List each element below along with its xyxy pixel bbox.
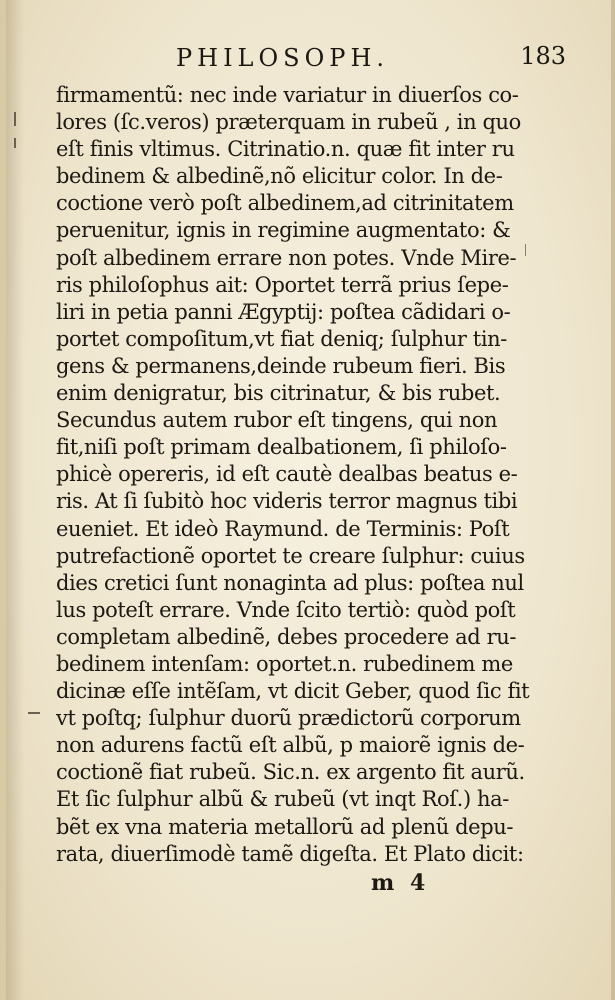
text-line: completam albedinẽ, debes procedere ad ru- (56, 624, 517, 649)
text-line: coctionẽ fiat rubeũ. Sic.n. ex argento fit aurũ. (56, 760, 525, 785)
text-line: eueniet. Et ideò Raymund. de Terminis: Poſt (56, 516, 510, 541)
text-line: ris. At ſi ſubitò hoc videris terror magnus tibi (56, 489, 518, 514)
margin-mark (14, 138, 16, 148)
body-text (56, 82, 576, 868)
text-line: firmamentũ: nec inde variatur in diuerſos co- (56, 83, 519, 107)
text-line: peruenitur, ignis in regimine augmentato: & (56, 218, 511, 243)
text-line: rata, diuerſimodè tamẽ digeſta. Et Plato dicit: (56, 841, 524, 866)
page-header (66, 44, 566, 78)
text-line: coctione verò poſt albedinem,ad citrinitatem (56, 191, 514, 216)
margin-mark (28, 712, 40, 714)
running-title: PHILOSOPH. (176, 44, 389, 72)
text-line: non adurens factũ eſt albũ, p maiorẽ ignis de- (56, 733, 525, 758)
text-line: portet compoſitum,vt fiat deniq; ſulphur tin- (56, 326, 507, 351)
text-line: Secundus autem rubor eſt tingens, qui non (56, 408, 498, 433)
page-number: 183 (520, 42, 566, 70)
text-line: bedinem & albedinẽ,nõ elicitur color. In de- (56, 164, 503, 189)
text-line: eſt finis vltimus. Citrinatio.n. quæ fit inter ru (56, 137, 515, 162)
text-line: ris philoſophus ait: Oportet terrã prius ſepe- (56, 272, 509, 297)
text-line: lus poteſt errare. Vnde ſcito tertiò: quòd poſt (56, 597, 516, 622)
text-line: lores (ſc.veros) præterquam in rubeũ , in quo (56, 110, 521, 135)
text-line: dies cretici ſunt nonaginta ad plus: poſtea nul (56, 570, 524, 595)
text-line: phicè opereris, id eſt cautè dealbas beatus e- (56, 462, 518, 487)
text-line: Et ſic ſulphur albũ & rubeũ (vt inqt Roſ.) ha- (56, 787, 509, 812)
text-line: bẽt ex vna materia metallorũ ad plenũ depu- (56, 814, 514, 839)
text-line: vt poſtq; ſulphur duorũ prædictorũ corporum (56, 706, 521, 731)
text-line: liri in petia panni Ægyptij: poſtea cãdidari o- (56, 299, 511, 324)
text-line: putrefactionẽ oportet te creare ſulphur: cuius (56, 543, 525, 568)
text-line: enim denigratur, bis citrinatur, & bis rubet. (56, 381, 501, 406)
text-line: poſt albedinem errare non potes. Vnde Mire- (56, 245, 517, 270)
gutter-shadow (6, 0, 24, 1000)
margin-mark (14, 112, 16, 126)
signature-mark: m 4 (371, 870, 430, 896)
text-line: bedinem intenſam: oportet.n. rubedinem me (56, 651, 513, 676)
text-line: dicinæ eſſe intẽſam, vt dicit Geber, quod ſic fit (56, 679, 530, 704)
text-line: fit,niſi poſt primam dealbationem, ſi philoſo- (56, 435, 507, 460)
text-line: gens & permanens,deinde rubeum fieri. Bis (56, 353, 506, 378)
